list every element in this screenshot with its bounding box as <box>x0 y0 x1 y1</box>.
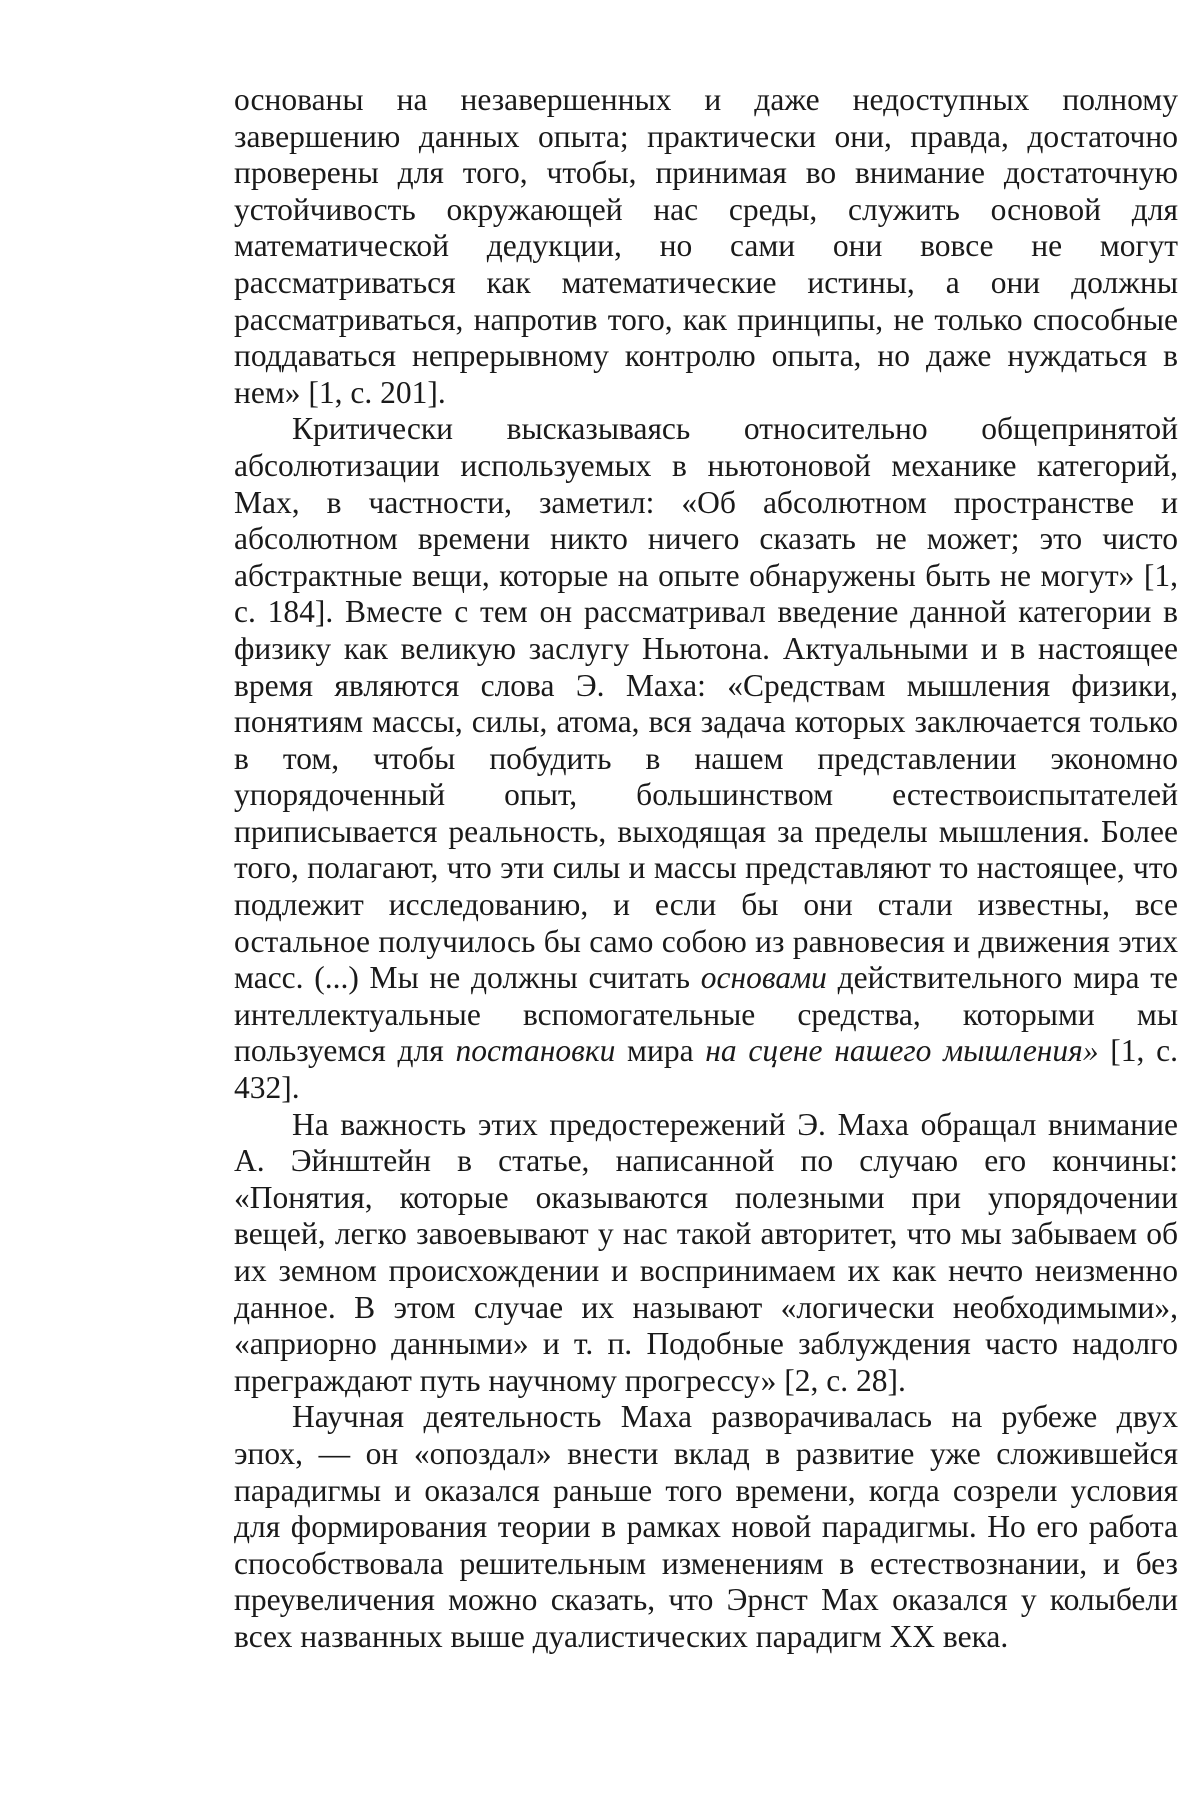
italic-phrase-scene: на сцене нашего мышления» <box>705 1033 1098 1068</box>
italic-term-postanovki: постановки <box>455 1033 615 1068</box>
paragraph-2-citation: [1, с. 432]. <box>234 1033 1178 1105</box>
paragraph-1 <box>234 82 1178 411</box>
paragraph-3 <box>234 1107 1178 1400</box>
paragraph-1-text: основаны на незавершенных и даже недоступных полному завершению данных опыта; практически они, правда, достаточно проверены для того, чтобы, принимая во внимание достаточную устойчивость окружающей нас среды, служить основой для математической дедукции, но сами они вовсе не могут рассматриваться как математические истины, а они должны рассматриваться, напротив того, как принципы, не только способные поддаваться непрерывному контролю опыта, но даже нуждаться в нем» [1, с. 201]. <box>234 82 1178 410</box>
paragraph-2 <box>234 411 1178 1106</box>
paragraph-4 <box>234 1399 1178 1655</box>
italic-term-osnovami: основами <box>701 960 827 995</box>
paragraph-2-text: Критически высказываясь относительно общепринятой абсолютизации используемых в ньютоновой механике категорий, Мах, в частности, заметил: «Об абсолютном пространстве и абсолютном времени никто ничего сказать не может; это чисто абстрактные вещи, которые на опыте обнаружены быть не могут» [1, с. 184]. Вместе с тем он рассматривал введение данной категории в физику как великую заслугу Ньютона. Актуальными и в настоящее время являются слова Э. Маха: «Средствам мышления физики, понятиям массы, силы, атома, вся задача которых заключается только в том, чтобы побудить в нашем представлении экономно упорядоченный опыт, большинством естествоиспытателей приписывается реальность, выходящая за пределы мышления. Более того, полагают, что эти силы и массы представляют то настоящее, что подлежит исследованию, и если бы они стали известны, все остальное получилось бы само собою из равновесия и движения этих масс. (...) Мы не должны считать <box>234 411 1178 995</box>
paragraph-4-text: Научная деятельность Маха разворачивалась на рубеже двух эпох, — он «опоздал» внести вклад в развитие уже сложившейся парадигмы и оказался раньше того времени, когда созрели условия для формирования теории в рамках новой парадигмы. Но его работа способствовала решительным изменениям в естествознании, и без преувеличения можно сказать, что Эрнст Мах оказался у колыбели всех названных выше дуалистических парадигм XX века. <box>234 1399 1178 1654</box>
paragraph-2-text-cont: действительного мира те интеллектуальные вспомогательные средства, которыми мы пользуемся для <box>234 960 1178 1068</box>
page-text-body <box>234 82 1178 1656</box>
paragraph-2-text-cont: мира <box>615 1033 705 1068</box>
paragraph-3-text: На важность этих предостережений Э. Маха обращал внимание А. Эйнштейн в статье, написанной по случаю его кончины: «Понятия, которые оказываются полезными при упорядочении вещей, легко завоевывают у нас такой авторитет, что мы забываем об их земном происхождении и воспринимаем их как нечто неизменно данное. В этом случае их называют «логически необходимыми», «априорно данными» и т. п. Подобные заблуждения часто надолго преграждают путь научному прогрессу» [2, с. 28]. <box>234 1107 1178 1398</box>
